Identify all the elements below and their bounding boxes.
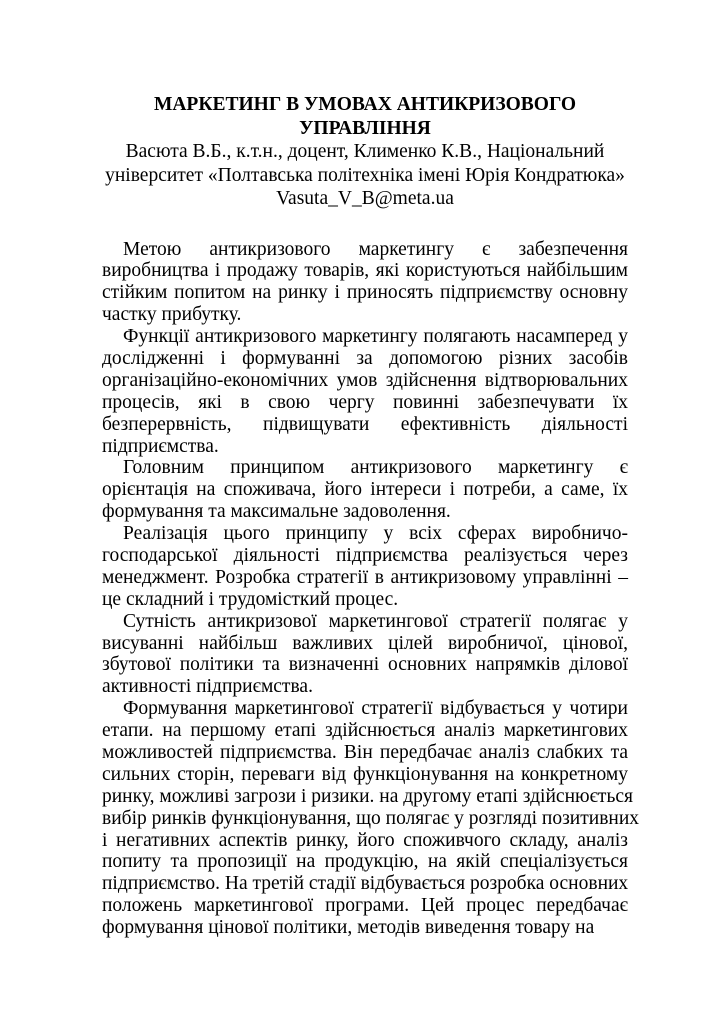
title-line: УПРАВЛІННЯ [299,117,431,139]
text-line: господарської діяльності підприємства реалізується через [102,544,628,566]
text-line: Сутність антикризової маркетингової стратегії полягає у [123,610,628,632]
text-line: підприємство. На третій стадії відбувається розробка основних [102,873,629,895]
article-body [102,238,640,940]
author-email: Vasuta_V_B@meta.ua [276,188,454,209]
text-line: організаційно-економічних умов здійснення відтворювальних [102,369,628,391]
text-line: сильних сторін, переваги від функціонування на конкретному [102,763,628,785]
paragraph [102,239,628,327]
title-line: МАРКЕТИНГ В УМОВАХ АНТИКРИЗОВОГО [153,94,577,115]
text-line: положень маркетингової програми. Цей процес передбачає [102,895,628,917]
text-line: можливостей підприємства. Він передбачає аналіз слабких та [102,741,628,763]
text-line: формування цінової політики, методів виведення товару на [102,917,595,939]
paragraph [102,611,628,699]
text-line: це складний і трудомісткий процес. [102,588,399,610]
text-line: етапи. на першому етапі здійснюється аналіз маркетингових [102,720,628,742]
text-line: Реалізація цього принципу у всіх сферах виробничо- [123,523,628,545]
text-line: дослідженні і формуванні за допомогою різних засобів [102,347,628,369]
authors [102,140,628,211]
text-line: Головним принципом антикризового маркетингу є [123,457,628,479]
text-line: збутової політики та визначенні основних напрямків ділової [102,654,628,676]
text-line: формування та максимальне задоволення. [102,501,451,523]
text-line: Формування маркетингової стратегії відбувається у чотири [123,698,628,720]
text-line: активності підприємства. [102,676,313,698]
document-page [102,93,640,939]
text-line: Метою антикризового маркетингу є забезпечення [123,238,628,260]
text-line: виробництва і продажу товарів, які користуються найбільшим [102,260,628,282]
text-line: Функції антикризового маркетингу полягають насамперед у [123,326,628,348]
paragraph [102,698,640,939]
article-title [102,93,628,140]
paragraph [102,457,628,523]
text-line: безперервність, підвищувати ефективність діяльності [102,413,628,435]
text-line: частку прибутку. [102,304,242,326]
text-line: орієнтація на споживача, його інтереси і потреби, а саме, їх [102,479,628,501]
text-line: процесів, які в свою чергу повинні забезпечувати їх [102,391,628,413]
text-line: ринку, можливі загрози і ризики. на другому етапі здійснюється [102,785,633,807]
text-line: висуванні найбільш важливих цілей виробничої, цінової, [102,632,628,654]
text-line: попиту та пропозиції на продукцію, на якій спеціалізується [102,851,628,873]
text-line: підприємства. [102,435,219,457]
text-line: менеджмент. Розробка стратегії в антикризовому управлінні – [102,566,628,588]
text-line: стійким попитом на ринку і приносять підприємству основну [102,282,628,304]
text-line: вибір ринків функціонування, що полягає у розгляді позитивних [102,807,640,829]
authors-line: університет «Полтавська політехніка імені Юрія Кондратюка» [105,164,625,186]
paragraph [102,326,628,457]
authors-line: Васюта В.Б., к.т.н., доцент, Клименко К.В., Національний [125,141,605,162]
text-line: і негативних аспектів ринку, його споживчого складу, аналіз [102,829,628,851]
paragraph [102,523,628,611]
